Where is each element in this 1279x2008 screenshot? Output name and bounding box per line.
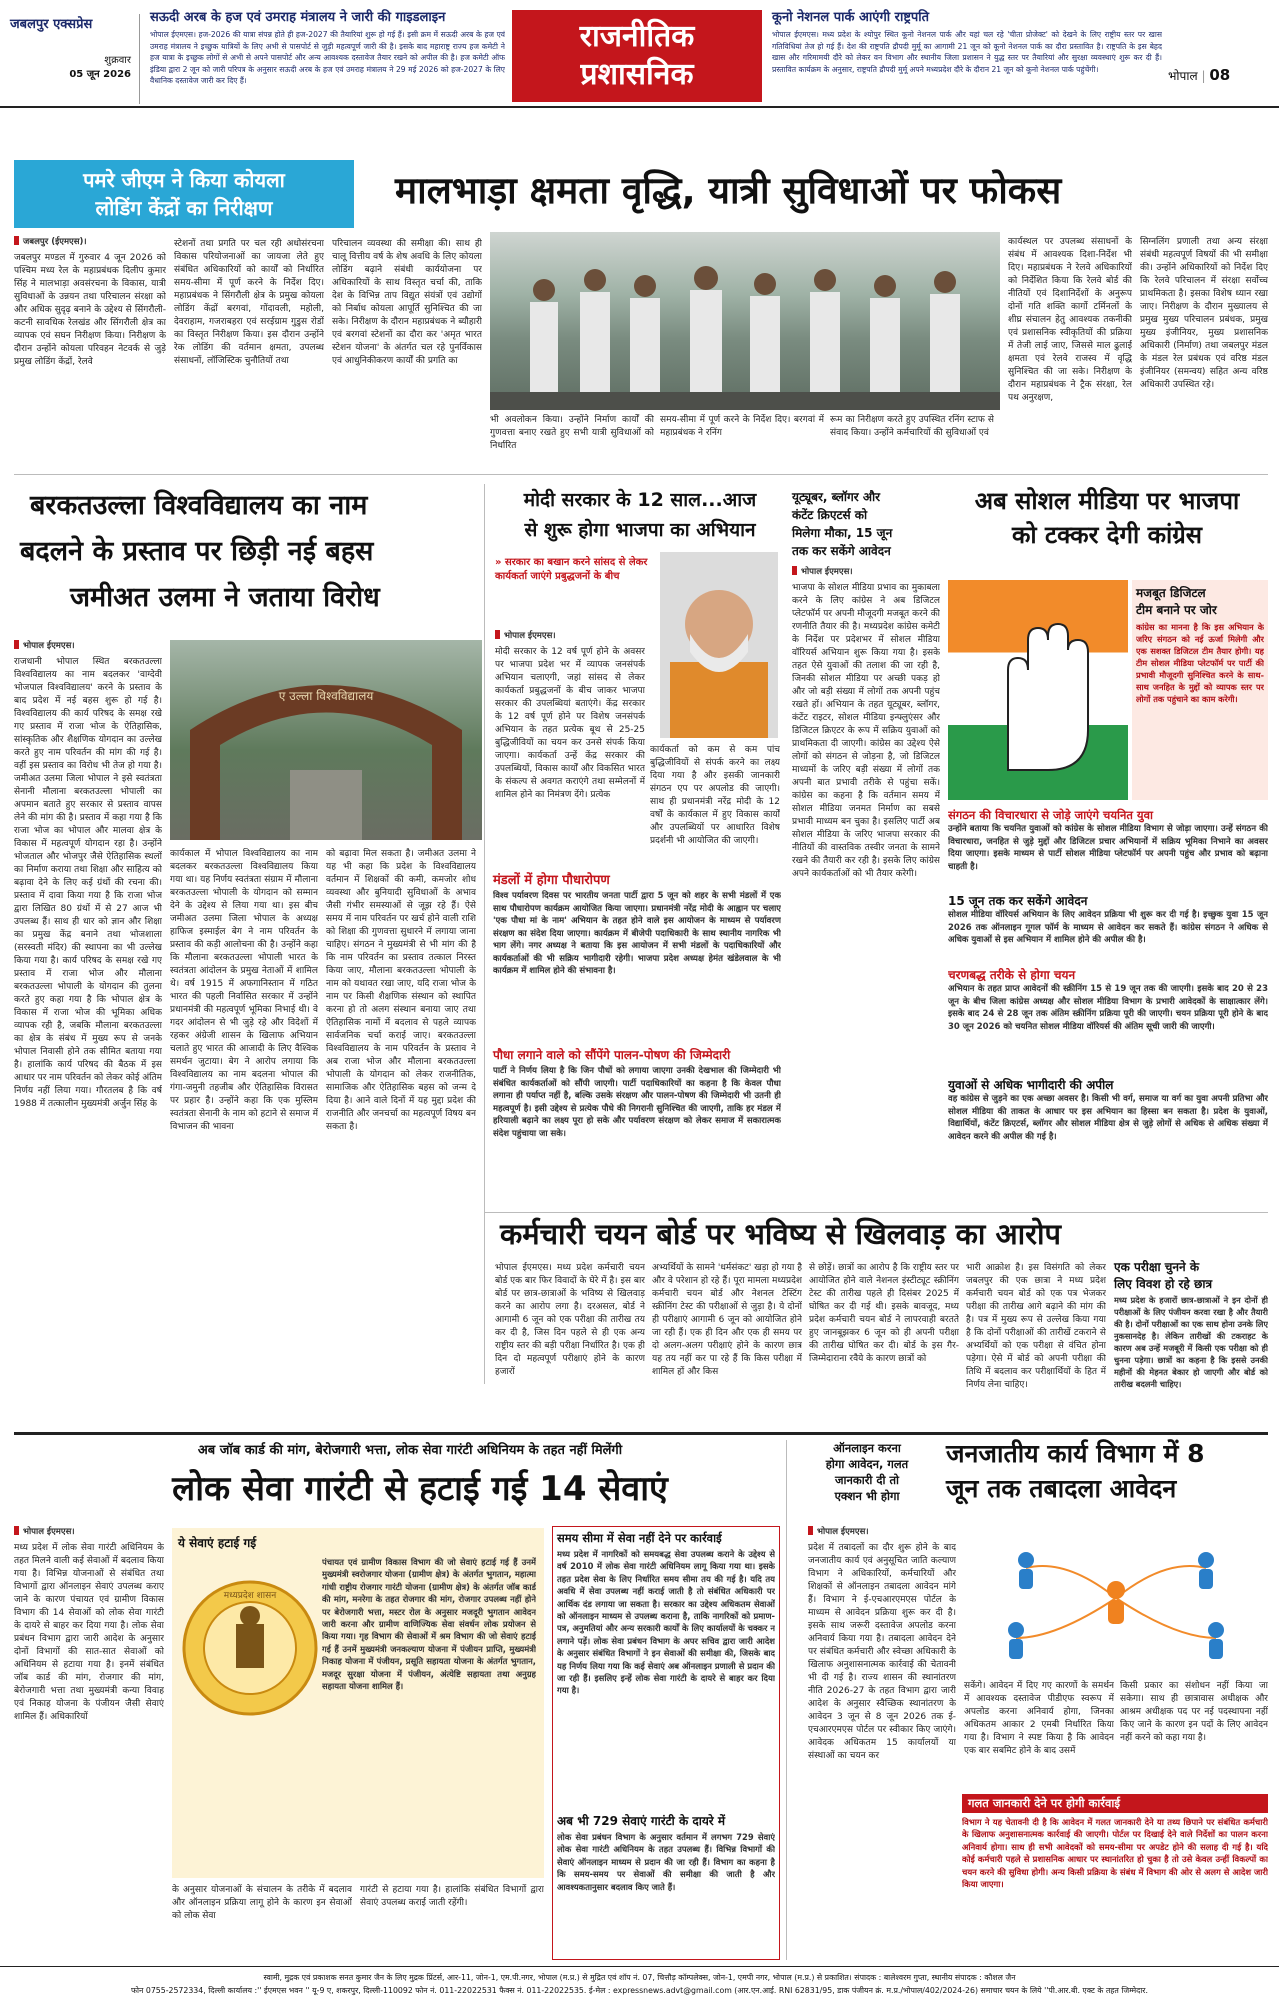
univ-col-1: राजधानी भोपाल स्थित बरकतउल्ला विश्वविद्यालय का नाम बदलकर 'वाग्देवी भोजपाल विश्वविद्यालय' करने के प्रस्ताव के बाद प्रदेश में नई बहस शुरू हो गई है। विश्वविद्यालय की कार्य परिषद के समक्ष रखे गए प्रस्ताव में राजा भोज के ऐतिहासिक, सांस्कृतिक और शैक्षणिक योगदान का उल्लेख करते हुए नाम परिवर्तन की मांग की गई है। वहीं इस प्रस्ताव का विरोध भी तेज हो गया है। जमीअत उलमा जिला भोपाल ने इसे स्वतंत्रता सेनानी मौलाना बरकतउल्ला भोपाली का अपमान बताते हुए सरकार से प्रस्ताव वापस लेने की मांग की है। प्रस्ताव में कहा गया है कि राजा भोज का भोपाल और मालवा क्षेत्र के विकास में महत्वपूर्ण योगदान रहा है। उन्होंने भोजताल और भोजपुर जैसे ऐतिहासिक स्थलों का निर्माण कराया तथा शिक्षा और साहित्य को बढ़ावा देने के लिए कई ग्रंथों की रचना की। प्रस्ताव में दावा किया गया है कि राजा भोज द्वारा लिखित 80 ग्रंथों में से 27 आज भी उपलब्ध हैं। साथ ही धार को ज्ञान और शिक्षा का प्रमुख केंद्र बनाने तथा भोजशाला (सरस्वती मंदिर) की स्थापना का भी उल्लेख किया गया है। कार्य परिषद के समक्ष रखे गए प्रस्ताव में राजा भोज और मौलाना बरकतउल्ला भोपाली के योगदान की तुलना करते हुए कहा गया है कि भोपाल क्षेत्र के विकास में राजा भोज की भूमिका अधिक व्यापक रही है, जबकि मौलाना बरकतउल्ला का क्षेत्र के संबंध में मुख्य रूप से जनके भोपाल निवासी होने तक सीमित बताया गया है। हालांकि कार्य परिषद की बैठक में इस आधार पर नाम परिवर्तन को लेकर कोई अंतिम निर्णय नहीं लिया गया। गौरतलब है कि वर्ष 1988 में तत्कालीन मुख्यमंत्री अर्जुन सिंह के [14,657,162,1109]
social-box-text: कांग्रेस का मानना है कि इस अभियान के जरिए संगठन को नई ऊर्जा मिलेगी और एक सशक्त डिजिटल टीम तैयार होगी। यह टीम सोशल मीडिया प्लेटफॉर्म पर पार्टी की प्रभावी मौजूदगी सुनिश्चित करने के साथ-साथ जनहित के मुद्दों को व्यापक स्तर पर लोगों तक पहुंचाने का काम करेगी। [1136,622,1264,704]
tribal-kicker-4: एक्शन भी होगा [834,1489,900,1503]
coal-kicker-box [14,160,354,228]
tribal-kicker-3: जानकारी दी तो [834,1473,899,1487]
hand-icon [948,580,1128,800]
masthead-day: शुक्रवार [104,55,131,66]
tribal-headline-1: जनजातीय कार्य विभाग में 8 [946,1439,1205,1468]
modi-byline: भोपाल ईएमएस। [495,630,556,641]
coal-col-1: जबलपुर मण्डल में गुरुवार 4 जून 2026 को पश्चिम मध्य रेल के महाप्रबंधक दिलीप कुमार सिंह ने मालभाड़ा अवसंरचना के विकास, यात्री सुविधाओं के उन्नयन तथा परिचालन संरक्षा को और अधिक सुदृढ़ बनाने के उद्देश्य से सिंगरौली-कटनी सावधिक रेलखंड और सिंगरौली क्षेत्र का व्यापक एवं सघन निरीक्षण किया। निरीक्षण के दौरान उन्होंने कोयला परिवहन नेटवर्क से जुड़े प्रमुख लोडिंग केंद्रों, रेलवे [14,253,166,367]
top-left-headline: सऊदी अरब के हज एवं उमराह मंत्रालय ने जारी की गाइडलाइन [150,10,446,25]
social-box-title-1: मजबूत डिजिटल [1136,586,1206,600]
social-subsections [948,808,1268,1188]
modi-headline-1: मोदी सरकार के 12 साल...आज [523,489,757,511]
top-left-text: भोपाल ईएमएस। हज-2026 की यात्रा संपन्न होते ही हज-2027 की तैयारियां शुरू हो गई हैं। इसी क्रम में सऊदी अरब के हज एवं उमराह मंत्रालय ने इच्छुक यात्रियों के लिए अभी से पासपोर्ट से जुड़ी महत्वपूर्ण जारी की है। इसके बाद महाराष्ट्र राज्य हज कमेटी ने हज यात्रा के इच्छुक लोगों से अभी से अपने पासपोर्ट और अन्य आवश्यक दस्तावेज तैयार रखने को अपील की है। हज कमेटी ऑफ इंडिया द्वारा 2 जून को जारी परिपत्र के अनुसार सऊदी अरब के हज एवं उमराह मंत्रालय ने 29 मई 2026 को हज-2027 के लिए वैधानिक दस्तावेज जारी कर दिए हैं। [150,30,505,85]
social-kicker-3: मिलेगा मौका, 15 जून [792,526,893,540]
tribal-headline-2: जून तक तबादला आवेदन [946,1473,1177,1503]
mid-rule [484,1212,1268,1213]
portrait-figure [660,552,778,738]
univ-gate-arch [170,640,482,840]
coal-byline: जबलपुर (ईएमएस)। [14,236,87,247]
lok-box-head: ये सेवाएं हटाई गई [178,1536,257,1550]
univ-col-3: को बढ़ावा मिल सकता है। जमीअत उलमा ने यह भी कहा कि प्रदेश के विश्वविद्यालय वर्तमान में शिक्षकों की कमी, कमजोर शोध व्यवस्था और बुनियादी सुविधाओं के अभाव जैसी गंभीर समस्याओं से जूझ रहे हैं। ऐसे समय में नाम परिवर्तन पर खर्च होने वाली राशि को शिक्षा की गुणवत्ता सुधारने में लगाया जाना चाहिए। संगठन ने मुख्यमंत्री से भी मांग की है कि नाम परिवर्तन का प्रस्ताव तत्काल निरस्त किया जाए, मौलाना बरकतउल्ला भोपाली के नाम को यथावत रखा जाए, यदि राजा भोज के नाम पर किसी शैक्षणिक संस्थान को स्थापित करना हो तो अलग संस्थान बनाया जाए तथा ऐतिहासिक नामों में बदलाव से पहले व्यापक सार्वजनिक चर्चा कराई जाए। बरकतउल्ला विश्वविद्यालय के नाम परिवर्तन के प्रस्ताव ने अब राजा भोज और मौलाना बरकतउल्ला भोपाली के योगदान को लेकर राजनीतिक, सामाजिक और ऐतिहासिक बहस को जन्म दे दिया है। आने वाले दिनों में यह मुद्दा प्रदेश की राजनीति और जनचर्चा का महत्वपूर्ण विषय बन सकता है। [326,849,476,1132]
top-right-headline: कूनो नेशनल पार्क आएंगी राष्ट्रपति [772,10,930,25]
samay-head: समय सीमा में सेवा नहीं देने पर कार्रवाई [557,1531,722,1545]
tribal-byline: भोपाल ईएमएस। [808,1526,869,1537]
section-title-box [512,10,762,102]
social-col-1: भाजपा के सोशल मीडिया प्रभाव का मुकाबला करने के लिए कांग्रेस ने अब डिजिटल प्लेटफॉर्म पर अपनी मौजूदगी मजबूत करने की रणनीति तैयार की है। मध्यप्रदेश कांग्रेस कमेटी के निर्देश पर प्रदेशभर में सोशल मीडिया वॉरियर्स अभियान शुरू किया गया है। इसके तहत ऐसे युवाओं की तलाश की जा रही है, जिनकी सोशल मीडिया पर अच्छी पकड़ हो और जो बड़ी संख्या में लोगों तक अपनी पहुंच रखते हों। अभियान के तहत यूट्यूबर, ब्लॉगर, कंटेंट राइटर, सोशल मीडिया इन्फ्लुएंसर और डिजिटल क्रिएटर के रूप में सक्रिय युवाओं को प्राथमिकता दी जाएगी। कांग्रेस का उद्देश्य ऐसे लोगों को संगठन से जोड़ना है, जो डिजिटल माध्यमों के जरिए बड़ी संख्या में लोगों तक अपनी बात प्रभावी तरीके से पहुंचा सकें। कांग्रेस का कहना है कि वर्तमान समय में सोशल मीडिया जनमत निर्माण का सबसे प्रभावी माध्यम बन चुका है। इसलिए पार्टी अब सोशल मीडिया के जरिए भाजपा सरकार की नीतियों की वास्तविक तस्वीर जनता के सामने रखने की तैयारी कर रही है। इसके लिए कांग्रेस अपने कार्यकर्ताओं को भी तैयार करेगी। [792,583,940,879]
social-kicker-2: कंटेंट क्रिएटर्स को [792,508,868,522]
section-title-line-2: प्रशासनिक [580,57,694,92]
lok-col-b2: गारंटी से हटाया गया है। हालांकि संबंधित विभागों द्वारा सेवाएं उपलब्ध कराई जाती रहेंगी। [360,1885,544,1908]
univ-gate-lettering: ए उल्ला विश्वविद्यालय [278,689,374,703]
coal-col-3: परिचालन व्यवस्था की समीक्षा की। साथ ही चालू वित्तीय वर्ष के शेष अवधि के लिए कोयला लोडिंग बढ़ाने संबंधी कार्ययोजना पर अधिकारियों के साथ विस्तृत चर्चा की, ताकि देश के विभिन्न ताप विद्युत संयंत्रों एवं उद्योगों को निर्बाध कोयला आपूर्ति सुनिश्चित की जा सके। निरीक्षण के दौरान महाप्रबंधक ने ब्यौहारी एवं बरगवां स्टेशनों का दौरा कर 'अमृत भारत स्टेशन योजना' के अंतर्गत चल रहे पुनर्विकास एवं आधुनिकीकरण कार्यों की प्रगति का [332,239,482,366]
lok-col-b1: के अनुसार योजनाओं के संचालन के तरीके में बदलाव और ऑनलाइन प्रक्रिया लागू होने के कारण इन सेवाओं को लोक सेवा [172,1885,352,1921]
social-sub-1-head: संगठन की विचारधारा से जोड़े जाएंगे चयनित युवा [948,808,1153,822]
social-sub-4-text: वह कांग्रेस से जुड़ने का एक अच्छा अवसर है। किसी भी वर्ग, समाज या वर्ग का युवा अपनी प्रतिभा और सोशल मीडिया की ताकत के आधार पर इस अभियान का हिस्सा बन सकता है। प्रदेश के युवाओं, विद्यार्थियों, कंटेंट क्रिएटर्स, ब्लॉगर और सोशल मीडिया क्षेत्र से जुड़े लोगों से अधिक से अधिक संख्या में आवेदन करने की अपील की गई है। [948,1094,1268,1142]
folio-separator: | [1201,69,1206,83]
social-headline-box [946,488,1268,549]
social-box-title-2: टीम बनाने पर जोर [1136,603,1217,617]
univ-col-2: कार्यकाल में भोपाल विश्वविद्यालय का नाम बदलकर बरकतउल्ला विश्वविद्यालय किया गया था। यह निर्णय स्वतंत्रता संग्राम में मौलाना बरकतउल्ला भोपाली के योगदान को सम्मान देने के उद्देश्य से लिया गया था। इस बीच जमीअत उलमा जिला भोपाल के अध्यक्ष हाफिज इस्माईल बेग ने नाम परिवर्तन के प्रस्ताव की कड़ी आलोचना की है। उन्होंने कहा कि मौलाना बरकतउल्ला भोपाली भारत के स्वतंत्रता आंदोलन के प्रमुख नेताओं में शामिल थे। वर्ष 1915 में अफगानिस्तान में गठित भारत की पहली निर्वासित सरकार में उन्होंने प्रधानमंत्री की महत्वपूर्ण भूमिका निभाई थी। वे गदर आंदोलन से भी जुड़े रहे और विदेशों में रहकर अंग्रेजी शासन के खिलाफ अभियान चलाते हुए भारत की आजादी के लिए वैश्विक समर्थन जुटाया। बेग ने आरोप लगाया कि विश्वविद्यालय का नाम बदलना भोपाल की गंगा-जमुनी तहजीब और ऐतिहासिक विरासत पर प्रहार है। उन्होंने कहा कि एक मुस्लिम स्वतंत्रता सेनानी के नाम को हटाने से समाज में विभाजन की भावना [170,849,318,1132]
modi-col-2: कार्यकर्ता को कम से कम पांच बुद्धिजीवियों से संपर्क करने का लक्ष्य दिया गया है और इसकी जानकारी संगठन एप पर अपलोड की जाएगी। साथ ही प्रधानमंत्री नरेंद्र मोदी के 12 वर्षों के कार्यकाल में हुए विकास कार्यों और उपलब्धियों पर आधारित विशेष प्रदर्शनी भी आयोजित की जाएगी। [650,745,780,846]
modi-deck [495,556,655,584]
social-headline-2: को टक्कर देगी कांग्रेस [1011,520,1203,549]
social-kicker [792,488,942,560]
univ-byline: भोपाल ईएमएस। [14,640,75,651]
board-box [1114,1258,1268,1422]
univ-divider [484,484,485,1384]
modi-portrait [660,552,778,738]
mp-govt-seal [180,1558,320,1768]
imprint-line-2: फोन 0755-2572334, दिल्ली कार्यालय :'' ईएमएस भवन '' यू-9 ए, शकरपुर, दिल्ली-110092 फोन नं. 011-22022531 फैक्स नं. 011-22022535. ई-मेल : expressnews.advt@gmail.com (आर.एन.आई. RNI 62831/95, डाक पंजीयन क्रं. म.प्र./भोपाल/402/2024-26) समाचार चयन के लिये ''पी.आर.बी. एक्ट के तहत जिम्मेदार. [131,1986,1148,1995]
seal-emblem-icon [180,1558,320,1768]
plant-text-1: विश्व पर्यावरण दिवस पर भारतीय जनता पार्टी द्वारा 5 जून को शहर के सभी मंडलों में एक साथ पौधारोपण कार्यक्रम आयोजित किया जाएगा। प्रधानमंत्री नरेंद्र मोदी के आह्वान पर चलाए 'एक पौधा मां के नाम' अभियान के तहत होने वाले इस आयोजन के माध्यम से पर्यावरण संरक्षण का संदेश दिया जाएगा। कार्यक्रम में बीजेपी पदाधिकारी के साथ स्थानीय नागरिक भी भाग लेंगे। नगर अध्यक्ष ने बताया कि इस आयोजन में सभी मंडलों के पदाधिकारियों और कार्यकर्ताओं की भी सक्रिय भागीदारी रहेगी। भाजपा प्रदेश अध्यक्ष हेमंत खंडेलवाल के भी कार्यक्रम में शामिल होने की संभावना है। [493,891,781,976]
modi-col-1: मोदी सरकार के 12 वर्ष पूर्ण होने के अवसर पर भाजपा प्रदेश भर में व्यापक जनसंपर्क अभियान चलाएगी, जहां सांसद से लेकर कार्यकर्ता प्रबुद्धजनों के बीच जाकर भाजपा सरकार की उपलब्धियां बताएंगे। केंद्र सरकार के 12 वर्ष पूर्ण होने पर विशेष जनसंपर्क अभियान के तहत प्रत्येक बूथ से 25-25 बुद्धिजीवियों का चयन कर उनसे संपर्क किया जाएगा। कार्यकर्ता उन्हें केंद्र सरकार की उपलब्धियों, विकास कार्यों और विकसित भारत के संकल्प से अवगत कराएंगे तथा सम्मेलनों में शामिल होने का निमंत्रण देंगे। प्रत्येक [495,647,645,800]
social-sub-2-text: सोशल मीडिया वॉरियर्स अभियान के लिए आवेदन प्रक्रिया भी शुरू कर दी गई है। इच्छुक युवा 15 जून 2026 तक ऑनलाइन गूगल फॉर्म के माध्यम से आवेदन कर सकते हैं। कांग्रेस संगठन ने अधिक से अधिक युवाओं से इस अभियान में शामिल होने की अपील की है। [948,910,1268,945]
social-box [1132,580,1268,800]
board-box-head-1: एक परीक्षा चुनने के [1114,1260,1200,1274]
board-col-1: भोपाल ईएमएस। मध्य प्रदेश कर्मचारी चयन बोर्ड एक बार फिर विवादों के घेरे में है। इस बार बोर्ड पर छात्र-छात्राओं के भविष्य से खिलवाड़ करने का आरोप लगा है। दरअसल, बोर्ड ने आगामी 6 जून को एक परीक्षा की तारीख तय कर दी है, जिस दिन पहले से ही एक अन्य राष्ट्रीय स्तर की बड़ी परीक्षा निर्धारित है। एक ही दिन दो महत्वपूर्ण परीक्षाएं होने के कारण हजारों [495,1263,645,1377]
congress-hand-graphic [948,580,1128,800]
samay-text: मध्य प्रदेश में नागरिकों को समयबद्ध सेवा उपलब्ध कराने के उद्देश्य से वर्ष 2010 में लोक सेवा गारंटी अधिनियम लागू किया गया था। इसके तहत प्रदेश सेवा के लिए निर्धारित समय सीमा तय की गई है। यदि तय अवधि में सेवा उपलब्ध नहीं कराई जाती है तो संबंधित अधिकारी पर आर्थिक दंड लगाया जा सकता है। सरकार का उद्देश्य अधिकतम सेवाओं को ऑनलाइन माध्यम से उपलब्ध कराना है, ताकि नागरिकों को प्रमाण-पत्र, अनुमतियां और अन्य सरकारी कार्यों के लिए कार्यालयों के चक्कर न लगाने पड़ें। लोक सेवा प्रबंधन विभाग के अपर सचिव द्वारा जारी आदेश के अनुसार संबंधित विभागों ने इन सेवाओं की समीक्षा की, जिसके बाद यह निर्णय लिया गया कि कई सेवाएं अब ऑनलाइन प्रणाली से प्रदान की जा रही हैं। इसलिए इन्हें लोक सेवा गारंटी के दायरे से बाहर कर दिया गया है। [557,1549,775,1696]
tribal-col-3: किसी प्रकार का संशोधन नहीं किया जा सकेगा। साथ ही छात्रावास अधीक्षक और आश्रम अधीक्षक पद पर नई पदस्थापना नहीं किए जाने के कारण इन पदों के लिए आवेदन नहीं करने को कहा गया है। [1120,1681,1268,1743]
tribal-box [962,1794,1268,1960]
samay-head-2: अब भी 729 सेवाएं गारंटी के दायरे में [557,1814,726,1828]
tribal-kicker-1: ऑनलाइन करना [833,1441,901,1455]
section-divider-bar [14,1432,1268,1435]
social-kicker-1: यूट्यूबर, ब्लॉगर और [792,490,881,504]
lok-box-text: पंचायत एवं ग्रामीण विकास विभाग की जो सेवाएं हटाई गई हैं उनमें मुख्यमंत्री स्वरोजगार योजना (ग्रामीण क्षेत्र) के अंतर्गत भुगतान, महात्मा गांधी राष्ट्रीय रोजगार गारंटी योजना (ग्रामीण क्षेत्र) के अंतर्गत जॉब कार्ड की मांग, मनरेगा के तहत रोजगार की मांग, रोजगार उपलब्ध नहीं होने पर बेरोजगारी भत्ता, मस्टर रोल के अनुसार मजदूरी भुगतान आवेदन जारी करना और ग्रामीण वाणिज्यिक सेवा संवर्धन लोक प्रयोजन से किया गया। गृह विभाग की सेवाओं में श्रम विभाग की जो सेवाएं हटाई गई हैं उनमें मुख्यमंत्री जनकल्याण योजना में पंजीयन प्राप्ति, मुख्यमंत्री निकाह योजना में पंजीयन, प्रसूति सहायता योजना के अंतर्गत भुगतान, मजदूर सुरक्षा योजना में पंजीयन, अंत्येष्टि सहायता तथा अनुग्रह सहायता योजना शामिल हैं। [322,1557,536,1692]
lok-box [172,1528,544,1878]
social-sub-1-text: उन्होंने बताया कि चयनित युवाओं को कांग्रेस के सोशल मीडिया विभाग से जोड़ा जाएगा। उन्हें संगठन की विचारधारा, जनहित से जुड़े मुद्दों और डिजिटल प्रचार अभियानों में सक्रिय भूमिका निभाने का अवसर दिया जाएगा। इसके माध्यम से पार्टी सोशल मीडिया प्लेटफॉर्म पर अपनी पहुंच और प्रभाव को बढ़ाना चाहती है। [948,824,1268,872]
board-col-3: से छोड़ें। छात्रों का आरोप है कि राष्ट्रीय स्तर पर आयोजित होने वाले नेशनल इंस्टीट्यूट स्क्रीनिंग टेस्ट की तारीख पहले ही दिसंबर 2025 में घोषित कर दी गई थी। इसके बावजूद, मध्य प्रदेश कर्मचारी चयन बोर्ड ने लापरवाही बरतते हुए जानबूझकर 6 जून को ही अपनी परीक्षा की तारीख घोषित कर दी। बोर्ड के इस गैर-जिम्मेदाराना रवैये के कारण छात्रों को [809,1263,959,1364]
masthead [0,0,1279,108]
lower-divider [786,1440,787,1960]
paper-name: जबलपुर एक्सप्रेस [10,17,93,32]
social-headline-1: अब सोशल मीडिया पर भाजपा [974,487,1240,515]
coal-col-6: सिग्नलिंग प्रणाली तथा अन्य संरक्षा संबंधी महत्वपूर्ण विषयों की भी समीक्षा की। उन्होंने अधिकारियों को निर्देश दिए कि रेलवे परिचालन में संरक्षा सर्वोच्च प्राथमिकता है। इसका विशेष ध्यान रखा जाए। निरीक्षण के दौरान मुख्यालय से प्रमुख मुख्य परिचालन प्रबंधक, प्रमुख मुख्य इंजीनियर, मुख्य प्रशासनिक अधिकारी (निर्माण) तथा जबलपुर मंडल के मंडल रेल प्रबंधक एवं वरिष्ठ मंडल इंजीनियर (समन्वय) सहित अन्य वरिष्ठ अधिकारी उपस्थित रहे। [1140,237,1268,390]
univ-gate-photo [170,640,482,840]
modi-headline-2: से शुरू होगा भाजपा का अभियान [524,519,756,541]
tribal-kicker [792,1440,942,1504]
plant-text-2: पार्टी ने निर्णय लिया है कि जिन पौधों को लगाया जाएगा उनकी देखभाल की जिम्मेदारी भी संबंधित कार्यकर्ताओं को सौंपी जाएगी। पार्टी पदाधिकारियों का कहना है कि केवल पौधा लगाना ही पर्याप्त नहीं है, बल्कि उसके संरक्षण और पालन-पोषण की जिम्मेदारी भी उतनी ही महत्वपूर्ण है। इसी उद्देश्य से प्रत्येक पौधे की निगरानी सुनिश्चित की जाएगी, ताकि हर मंडल में हरियाली बढ़ाने का लक्ष्य पूरा हो सके और पर्यावरण संरक्षण को लेकर समाज में सकारात्मक संदेश पहुंचाया जा सके। [493,1066,781,1139]
network-graphic [966,1528,1266,1674]
coal-col-5: कार्यस्थल पर उपलब्ध संसाधनों के संबंध में आवश्यक दिशा-निर्देश भी दिए। महाप्रबंधक ने रेलवे अधिकारियों को निर्देशित किया कि रेलवे बोर्ड की नीतियों एवं दिशानिर्देशों के अनुरूप दोनों गति शक्ति कार्गो टर्मिनलों के शीघ्र संचालन हेतु आवश्यक तकनीकी एवं प्रशासनिक स्वीकृतियों की प्रक्रिया में तेजी लाई जाए, जिससे माल ढुलाई क्षमता एवं रेलवे राजस्व में वृद्धि सुनिश्चित की जा सके। निरीक्षण के दौरान महाप्रबंधक ने ट्रैक संरक्षा, रेल पथ अनुरक्षण, [1008,237,1132,403]
social-sub-3-text: अभियान के तहत प्राप्त आवेदनों की स्क्रीनिंग 15 से 19 जून तक की जाएगी। इसके बाद 20 से 23 जून के बीच जिला कांग्रेस अध्यक्ष और सोशल मीडिया विभाग के प्रभारी आवेदकों के साक्षात्कार लेंगे। इसके बाद 24 से 28 जून तक अंतिम स्क्रीनिंग प्रक्रिया पूरी की जाएगी। चयन प्रक्रिया पूरी होने के बाद 30 जून 2026 को चयनित सोशल मीडिया वॉरियर्स की अंतिम सूची जारी की जाएगी। [948,984,1268,1032]
top-right-story [772,10,1162,99]
top-left-story [150,10,505,99]
univ-headline-2: बदलने के प्रस्ताव पर छिड़ी नई बहस [20,536,374,567]
social-sub-4-head: युवाओं से अधिक भागीदारी की अपील [948,1078,1114,1092]
tribal-box-text: विभाग ने यह चेतावनी दी है कि आवेदन में गलत जानकारी देने या तथ्य छिपाने पर संबंधित कर्मचारी के खिलाफ अनुशासनात्मक कार्रवाई की जाएगी। पोर्टल पर दिखाई देने वाले निर्देशों का पालन करना अनिवार्य होगा। साथ ही सभी आवेदकों को समय-सीमा पर अपडेट होने की सलाह दी गई है। यदि कोई कर्मचारी पहले से प्रशासनिक आधार पर स्थानांतरित हो चुका है तो उसे केवल उन्हीं विकल्पों का चयन करने की सुविधा होगी। अन्य किसी प्रक्रिया के संबंध में विभाग की ओर से अलग से आदेश जारी किया जाएगा। [962,1817,1268,1890]
social-kicker-4: तक कर सकेंगे आवेदन [792,544,891,558]
board-box-text: मध्य प्रदेश के हजारों छात्र-छात्राओं ने इन दोनों ही परीक्षाओं के लिए पंजीयन करवा रखा है और तैयारी की है। दोनों परीक्षाओं का एक साथ होना उनके लिए नुकसानदेह है। लेकिन तारीखों की टकराहट के कारण अब उन्हें मजबूरी में किसी एक परीक्षा को ही चुनना पड़ेगा। छात्रों का कहना है कि इससे उनकी महीनों की मेहनत बेकार हो जाएगी और बोर्ड को तारीख बदलनी चाहिए। [1114,1295,1268,1389]
samay-box [552,1526,780,1960]
samay-text-2: लोक सेवा प्रबंधन विभाग के अनुसार वर्तमान में लगभग 729 सेवाएं लोक सेवा गारंटी अधिनियम के तहत उपलब्ध हैं। विभिन्न विभागों की सेवाएं ऑनलाइन माध्यम से प्रदान की जा रही हैं। विभाग का कहना है कि समय-समय पर सेवाओं की समीक्षा की जाती है और आवश्यकतानुसार बदलाव किए जाते हैं। [557,1832,775,1892]
paper-badge [10,14,140,104]
social-sub-2-head: 15 जून तक कर सकेंगे आवेदन [948,894,1088,908]
seal-lettering: मध्यप्रदेश शासन [223,1591,277,1601]
board-col-2: अभ्यर्थियों के सामने 'धर्मसंकट' खड़ा हो गया है और वे परेशान हो रहे हैं। पूरा मामला मध्यप्रदेश कर्मचारी चयन बोर्ड और नेशनल टेस्टिंग स्क्रीनिंग टेस्ट की परीक्षाओं से जुड़ा है। ये दोनों ही परीक्षाएं आगामी 6 जून को आयोजित होने जा रही हैं। एक ही दिन और एक ही समय पर दो अलग-अलग परीक्षाएं होने के कारण छात्र यह तय नहीं कर पा रहे हैं कि किस परीक्षा में शामिल हों और किस [652,1263,802,1377]
lok-headline: लोक सेवा गारंटी से हटाई गई 14 सेवाएं [172,1469,668,1509]
coal-col-4c: रूम का निरीक्षण करते हुए उपस्थित रनिंग स्टाफ से संवाद किया। उन्होंने कर्मचारियों की सुविधाओं एवं [830,415,994,438]
lok-deck: अब जॉब कार्ड की मांग, बेरोजगारी भत्ता, लोक सेवा गारंटी अधिनियम के तहत नहीं मिलेंगी [197,1443,623,1458]
folio-page: 08 [1209,66,1231,84]
coal-kicker-line-1: पमरे जीएम ने किया कोयला [83,168,285,192]
univ-headline-1: बरकतउल्ला विश्वविद्यालय का नाम [30,490,368,521]
coal-bottom-rule [14,474,1268,475]
plant-box [493,870,781,1210]
masthead-date: 05 जून 2026 [69,69,131,80]
coal-col-2: स्टेशनों तथा प्रगति पर चल रही अधोसंरचना विकास परियोजनाओं का जायजा लेते हुए संबंधित अधिकारियों को कार्यों को निर्धारित समय-सीमा में पूर्ण करने के निर्देश दिए। महाप्रबंधक ने सिंगरौली क्षेत्र के प्रमुख कोयला लोडिंग केंद्रों बरगवां, गोंदावली, महोली, देवराहाम, गजराबहरा एवं सरईग्राम गुडुस रोडों का विस्तृत निरीक्षण किया। इस दौरान उन्होंने रेक लोडिंग की वर्तमान क्षमता, उपलब्ध संसाधनों, लॉजिस्टिक चुनौतियों तथा [174,239,324,366]
coal-kicker-line-2: लोडिंग केंद्रों का निरीक्षण [95,196,273,220]
coal-inspection-photo [490,232,1000,410]
lok-col-1: मध्य प्रदेश में लोक सेवा गारंटी अधिनियम के तहत मिलने वाली कई सेवाओं में बदलाव किया गया है। विभिन्न योजनाओं से संबंधित तथा विभागों द्वारा ऑनलाइन सेवाएं उपलब्ध कराए जाने के कारण पंचायत एवं ग्रामीण विकास विभाग की 14 सेवाओं को लोक सेवा गारंटी के दायरे से बाहर कर दिया गया है। लोक सेवा प्रबंधन विभाग द्वारा जारी आदेश के अनुसार दोनों विभागों की सात-सात सेवाओं को अधिनियम से हटाया गया है। इनमें संबंधित जॉब कार्ड की मांग, रोजगार की मांग, बेरोजगारी भत्ता तथा मुख्यमंत्री कन्या विवाह एवं निकाह योजना के पंजीयन जैसी सेवाएं शामिल हैं। अधिकारियों [14,1543,164,1722]
plant-head-2: पौधा लगाने वाले को सौंपेंगे पालन-पोषण की जिम्मेदारी [493,1048,731,1062]
coal-col-4a: भी अवलोकन किया। उन्होंने निर्माण कार्यों की गुणवत्ता बनाए रखते हुए सभी यात्री सुविधाओं को निर्धारित [490,415,654,451]
tribal-kicker-2: होगा आवेदन, गलत [825,1457,909,1471]
coal-headline: मालभाड़ा क्षमता वृद्धि, यात्री सुविधाओं पर फोकस [395,169,1062,212]
modi-deck-bullet: » [495,557,505,568]
coal-col-4b: समय-सीमा में पूर्ण करने के निर्देश दिए। बरगवां में महाप्रबंधक ने रनिंग [660,415,824,438]
tribal-box-head: गलत जानकारी देने पर होगी कार्रवाई [962,1794,1268,1813]
board-box-head-2: लिए विवश हो रहे छात्र [1114,1277,1213,1291]
imprint-line-1: स्वामी, मुद्रक एवं प्रकाशक सनत कुमार जैन के लिए मुद्रक प्रिंटर्स, आर-11, जोन-1, एम.पी.नगर, भोपाल (म.प्र.) से मुद्रित एवं शॉप नं. 07, चित्तौड़ कॉम्पलेक्स, जोन-1, एमपी नगर, भोपाल (म.प्र.) से प्रकाशित। संपादक : बालेश्वरम गुप्ता, स्थानीय संपादक : कौशल जैन [263,1973,1016,1982]
coal-photo-figures [490,232,1000,410]
tribal-headline-box [946,1440,1268,1504]
board-headline: कर्मचारी चयन बोर्ड पर भविष्य से खिलवाड़ का आरोप [500,1217,1061,1251]
social-byline: भोपाल ईएमएस। [792,566,853,577]
people-network-icon [966,1528,1266,1674]
tribal-col-2: सकेंगे। आवेदन में दिए गए कारणों के समर्थन में आवश्यक दस्तावेज पीडीएफ स्वरूप में अपलोड करना अनिवार्य होगा, जिनका अधिकतम आकार 2 एमबी निर्धारित किया गया है। विभाग ने स्पष्ट किया है कि आवेदन एक बार सबमिट होने के बाद उसमें [964,1681,1114,1756]
lok-byline: भोपाल ईएमएस। [14,1526,75,1537]
section-title-line-1: राजनीतिक [579,19,695,54]
modi-deck-text: सरकार का बखान करने सांसद से लेकर कार्यकर्ता जाएंगे प्रबुद्धजनों के बीच [495,557,648,582]
page-folio [1168,66,1274,84]
imprint [0,1966,1279,2008]
tribal-col-1: प्रदेश में तबादलों का दौर शुरू होने के बाद जनजातीय कार्य एवं अनुसूचित जाति कल्याण विभाग ने अधिकारियों, कर्मचारियों और शिक्षकों से ऑनलाइन तबादला आवेदन मांगे हैं। विभाग ने ई-एचआरएमएस पोर्टल के माध्यम से आवेदन प्रक्रिया शुरू कर दी है। इसके साथ जरूरी दस्तावेज अपलोड करना अनिवार्य किया गया है। तबादला आवेदन देने पर संबंधित कर्मचारी और स्वेच्छा अधिकारी के खिलाफ अनुशासनात्मक कार्रवाई की चेतावनी भी दी गई है। राज्य शासन की स्थानांतरण नीति 2026-27 के तहत विभाग द्वारा जारी आदेश के अनुसार स्वैच्छिक स्थानांतरण के आवेदन 3 जून से 8 जून 2026 तक ई-एचआरएमएस पोर्टल पर स्वीकार किए जाएंगे। आवेदक अधिकतम 15 कार्यालयों या संस्थाओं का चयन कर [808,1543,956,1761]
plant-head-1: मंडलों में होगा पौधारोपण [493,873,610,888]
top-right-text: भोपाल ईएमएस। मध्य प्रदेश के श्योपुर स्थित कूनो नेशनल पार्क और यहां चल रहे 'चीता प्रोजेक्ट' को देखने के लिए राष्ट्रीय स्तर पर खास गतिविधियां तेज हो गई हैं। देश की राष्ट्रपति द्रौपदी मुर्मू का आगामी 21 जून को कूनो नेशनल पार्क का दौरा प्रस्तावित है। राष्ट्रपति के इस बेहद खास और गरिमामयी दौरे को लेकर वन विभाग और स्थानीय जिला प्रशासन ने युद्ध स्तर पर तैयारियां और सुरक्षा व्यवस्थाएं शुरू कर दी हैं। प्रस्तावित कार्यक्रम के अनुसार, राष्ट्रपति द्रौपदी मुर्मू अपने मध्यप्रदेश दौरे के दौरान 21 जून को कूनो नेशनल पार्क पहुंचेंगी। [772,30,1162,74]
board-col-4: भारी आक्रोश है। इस विसंगति को लेकर जबलपुर की एक छात्रा ने मध्य प्रदेश कर्मचारी चयन बोर्ड को एक पत्र भेजकर परीक्षा की तारीख आगे बढ़ाने की मांग की है। पत्र में मुख्य रूप से उल्लेख किया गया है कि दोनों परीक्षाओं की तारीखें टकराने से अभ्यर्थियों को एक परीक्षा से वंचित होना पड़ेगा। ऐसे में बोर्ड को अपनी परीक्षा की तिथि में बदलाव कर परीक्षार्थियों के हित में निर्णय लेना चाहिए। [966,1263,1106,1390]
social-sub-3-head: चरणबद्ध तरीके से होगा चयन [948,968,1076,982]
univ-headline-3: जमीअत उलमा ने जताया विरोध [70,582,380,613]
folio-city: भोपाल [1168,69,1198,83]
